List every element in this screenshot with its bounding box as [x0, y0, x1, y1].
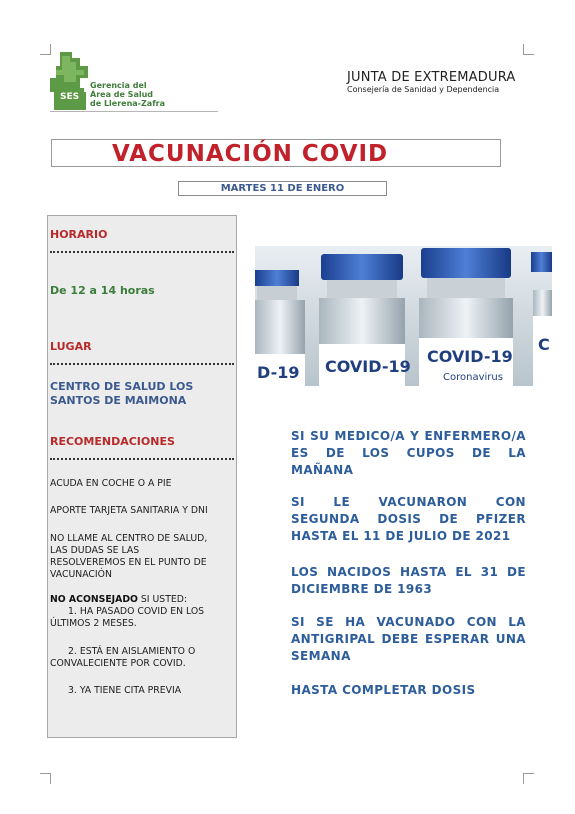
dotted-divider [50, 251, 234, 253]
rec-item: ACUDA EN COCHE O A PIE [50, 478, 172, 489]
logo-line-1: Gerencia del [90, 81, 147, 90]
eligibility-message: HASTA COMPLETAR DOSIS [291, 683, 476, 697]
vial-sub-right: Coronavirus [443, 372, 503, 383]
no-aconsejado-rest: SI USTED: [137, 594, 188, 605]
lugar-line-1: CENTRO DE SALUD LOS [50, 380, 194, 393]
title-box [51, 139, 501, 167]
junta-title: JUNTA DE EXTREMADURA [347, 70, 516, 85]
date-label: MARTES 11 DE ENERO [220, 183, 345, 194]
rec-line: NO LLAME AL CENTRO DE SALUD, [50, 533, 208, 544]
contra-item-2: 2. ESTÁ EN AISLAMIENTO O [68, 646, 196, 657]
no-aconsejado-block [50, 594, 236, 630]
junta-header [347, 70, 525, 94]
no-aconsejado-line [50, 594, 236, 606]
contra-item-3: 3. YA TIENE CITA PREVIA [68, 685, 182, 696]
vial-label-left: D-19 [257, 363, 300, 382]
rec-item [50, 533, 236, 581]
vaccine-vials-illustration [255, 246, 552, 386]
lugar-heading: LUGAR [50, 340, 92, 353]
lugar-line-2: SANTOS DE MAIMONA [50, 394, 187, 407]
logo-line-3: de Llerena-Zafra [90, 99, 166, 108]
crop-mark-bottom-left [40, 773, 51, 784]
recomendaciones-heading: RECOMENDACIONES [50, 435, 175, 448]
junta-subtitle: Consejería de Sanidad y Dependencia [347, 85, 500, 94]
rec-line: LAS DUDAS SE LAS [50, 545, 140, 556]
crop-mark-bottom-right [523, 773, 534, 784]
rec-line: VACUNACIÓN [50, 569, 112, 580]
eligibility-message: LOS NACIDOS HASTA EL 31 DE DICIEMBRE DE 1963 [291, 565, 526, 596]
rec-item: APORTE TARJETA SANITARIA Y DNI [50, 505, 208, 516]
contra-item-2-cont: CONVALECIENTE POR COVID. [50, 658, 186, 669]
vial-label-mid: COVID-19 [325, 357, 411, 376]
contra-item-3-block [50, 685, 236, 697]
horario-heading: HORARIO [50, 228, 108, 241]
vial-label-right: COVID-19 [427, 347, 513, 366]
eligibility-message: SI LE VACUNARON CON SEGUNDA DOSIS DE PFIZER HASTA EL 11 DE JULIO DE 2021 [291, 495, 526, 543]
no-aconsejado-bold: NO ACONSEJADO [50, 594, 138, 605]
logo-badge: SES [60, 92, 80, 102]
contra-item-1-cont: ÚLTIMOS 2 MESES. [50, 618, 137, 629]
vaccine-vials-photo [255, 246, 552, 386]
contra-item-2-block [50, 646, 236, 670]
rec-line: RESOLVEREMOS EN EL PUNTO DE [50, 557, 207, 568]
crop-mark-top-right [523, 44, 534, 55]
logo-line-2: Área de Salud [90, 90, 154, 99]
logo-text [90, 81, 165, 108]
date-box [178, 181, 387, 196]
logo-divider [50, 111, 218, 112]
vial-label-edge: C [538, 335, 550, 354]
dotted-divider [50, 458, 234, 460]
ses-logo [50, 52, 220, 112]
eligibility-message: SI SU MEDICO/A Y ENFERMERO/A ES DE LOS CUPOS DE LA MAÑANA [291, 429, 526, 477]
page-title: VACUNACIÓN COVID [112, 141, 389, 167]
horario-value: De 12 a 14 horas [50, 284, 155, 297]
contra-item-1: 1. HA PASADO COVID EN LOS [68, 606, 205, 617]
info-sidebar [47, 215, 237, 738]
eligibility-message: SI SE HA VACUNADO CON LA ANTIGRIPAL DEBE ESPERAR UNA SEMANA [291, 615, 526, 663]
dotted-divider [50, 363, 234, 365]
lugar-value [50, 380, 234, 408]
